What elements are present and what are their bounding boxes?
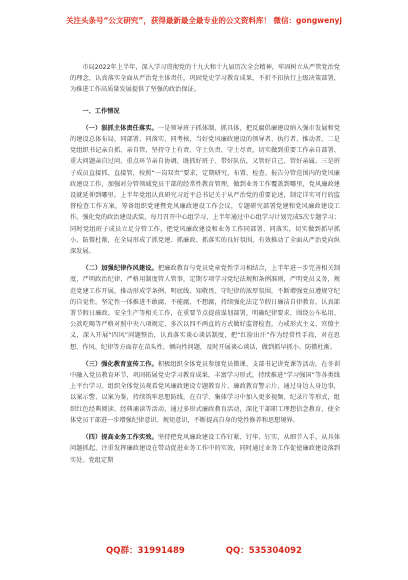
item-paragraph-2 [70, 263, 340, 353]
footer-contact [0, 544, 408, 556]
footer-qq-group: QQ群：31991489 [106, 546, 185, 556]
footer-qq: QQ：535304092 [225, 546, 302, 556]
section-heading: 一、工作情况 [82, 107, 120, 115]
intro-paragraph: 市局2022年上半年，深入学习贯彻党的十九大和十九届历次全会精神，牢固树立从严管党治党的理念，认真落实全面从严治党主体责任，巩固党史学习教育成果，不折不扣执行上级决策部署，为推进工作高质量发展提供了坚强的政治保证。 [70, 64, 340, 94]
item-paragraph-3 [70, 359, 340, 426]
item-title-1: （一）狠抓主体责任落实。 [82, 124, 158, 132]
item-paragraph-1 [70, 123, 340, 257]
item-text-2: 把廉政教育与党员党章党性学习相结合，上半年进一步完善相关制度，严明政治纪律，严格用制度管人管事，定期专项学习党纪法规和条例准则，严明党员义务，规范党建工作开展，推动形成学条例、明底线、知敬畏、守纪律的浓厚氛围，不断增强党员遵规守纪的自觉性。坚定性一体推进不敢腐、不能腐、不想腐，持续强化法定节假日廉洁自律教育，认真部署节假日廉政、安全生产等相关工作，在重要节点提前谋划部署，明确纪律要求，围绕公车私用、公款吃喝等严格对照中央八项规定，多次以四不两直的方式做好监督检查，力戒形式主义、官僚主义，深入开展“四风”问题整治，认真落实谈心谈话制度，把“红脸出汗”作为经常性手段，对在思想、作风、纪律等方面存在苗头性、倾向性问题，及时开展谈心谈话，做到抓早抓小、防微杜渐。 [70, 265, 341, 351]
promo-banner: 关注头条号“公文研究”，获得最新最全最专业的公文资料库！ 微信：gongwenyj [65, 16, 342, 25]
item-title-3: （三）强化教育宣传工作。 [82, 360, 158, 368]
item-text-3: 积极组织全体党员参加党员微课、支部书记讲党课等活动，在冬训中融入党员教育环节，巩固拓展党史学习教育成果，丰富学习形式，持续推进“学习强国”等各类线上平台学习。组织全体党员观看党风廉政建设专题教育片、廉政教育警示片，通过身边人身边事，以案示警、以案为鉴，持续筑牢思想防线，在自学、集体学习中加入更多视频、纪录片等形式，组织红色经典阅读、经典诵读等活动，通过多形式廉政教育活动，深化干部职工理想信念教育，使全体党员干部进一步增强纪律意识、规矩意识，不断提高自身的党性修养和思想境界。 [70, 360, 341, 424]
item-title-4: （四）提高业务工作实效。 [82, 434, 158, 442]
item-paragraph-4 [70, 432, 340, 466]
document-body [70, 62, 340, 472]
item-title-2: （二）加强纪律作风建设。 [82, 265, 158, 273]
item-text-1: 一是领导班子抓体制、抓具体，把反腐倡廉建设纳入强市发展和党的建设总体布局，同部署、同落实、同考核，当好党风廉政建设的领导者、执行者、推动者。二是党组织书记亲自抓、亲自管，坚持守土有责、守土负责、守土尽责，切实做到重要工作亲自部署、重大问题亲自过问、重点环节亲自协调，既抓好班子、带好队伍，又管好自己、管好亲属。三是班子成员直接抓、直接管，按照“一岗双责”要求，定期研究、布置、检查、报告分管范围内的党风廉政建设工作，加强对分管领域党员干部的经常性教育管理，做到业务工作覆盖到哪里，党风廉政建设就延伸到哪里。上半年党组认真研究习近平总书记关于从严治党的重要论述，制定详实可行的监督检查工作方案，筹备组织党建暨党风廉政建设工作会议，专题研究部署党建和党风廉政建设工作。强化党的政治建设武装，每月召开中心组学习，上半年通过中心组学习计划完成5次专题学习；同时党组班子成员立足分管工作，把党风廉政建设和业务工作同部署、同落实，切实做到抓早抓小、防微杜渐，在全局形成了抓党建、抓廉政、抓落实的良好氛围，有效推动了全面从严治党向纵深发展。 [70, 124, 341, 256]
item-text-4: 坚持把党风廉政建设工作钉紧、钉牢、钉实，从细节入手，从具体问题抓起，注重发挥廉政建设在带动促进业务工作中的实效，同时通过业务工作促使廉政建设落到实处。党组定期 [70, 434, 341, 464]
